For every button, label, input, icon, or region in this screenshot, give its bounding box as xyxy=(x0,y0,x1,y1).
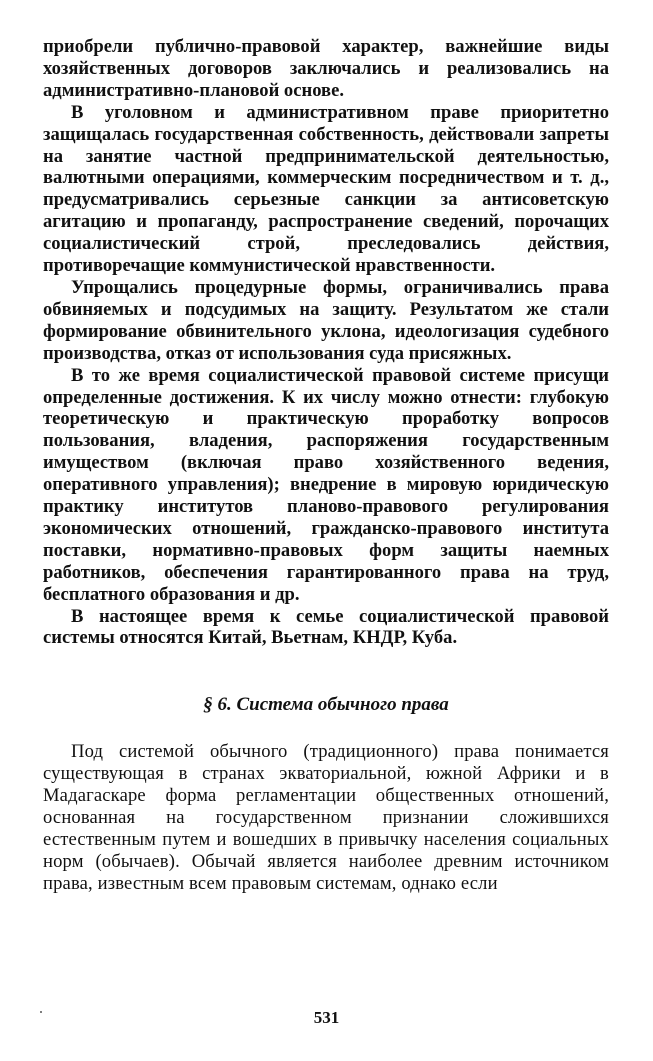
page-number: 531 xyxy=(313,1008,340,1027)
paragraph-current-members: В настоящее время к семье социалистической правовой системы относятся Китай, Вьетнам, КНДР, Куба. xyxy=(43,605,609,649)
section-text xyxy=(43,741,609,894)
paragraph-criminal-law: В уголовном и административном праве приоритетно защищалась государственная собственность, действовали запреты на занятие частной предпринимательской деятельностью, валютными операциями, коммерческим посредничеством и т. д., предусматривались серьезные санкции за антисоветскую агитацию и пропаганду, распространение сведений, порочащих социалистический строй, преследовались действия, противоречащие коммунистической нравственности. xyxy=(43,101,609,277)
paragraph-procedures: Упрощались процедурные формы, ограничивались права обвиняемых и подсудимых на защиту. Результатом же стали формирование обвинительного уклона, идеологизация судебного производства, отказ от использования суда присяжных. xyxy=(43,276,609,364)
paragraph-continuation: приобрели публично-правовой характер, важнейшие виды хозяйственных договоров заключались и реализовались на административно-плановой основе. xyxy=(43,36,609,101)
main-text xyxy=(43,36,609,649)
paragraph-customary-law: Под системой обычного (традиционного) права понимается существующая в странах экваториальной, южной Африки и в Мадагаскаре форма регламентации общественных отношений, основанная на государственном признании сложившихся естественным путем и вошедших в привычку населения социальных норм (обычаев). Обычай является наиболее древним источником права, известным всем правовым системам, однако если xyxy=(43,741,609,894)
paragraph-achievements: В то же время социалистической правовой системе присущи определенные достижения. К их числу можно отнести: глубокую теоретическую и практическую проработку вопросов пользования, владения, распоряжения государственным имуществом (включая право хозяйственного ведения, оперативного управления); внедрение в мировую юридическую практику институтов планово-правового регулирования экономических отношений, гражданско-правового института поставки, нормативно-правовых форм защиты наемных работников, обеспечения гарантированного права на труд, бесплатного образования и др. xyxy=(43,364,609,605)
page-body xyxy=(43,36,609,895)
section-heading: § 6. Система обычного права xyxy=(203,694,449,716)
